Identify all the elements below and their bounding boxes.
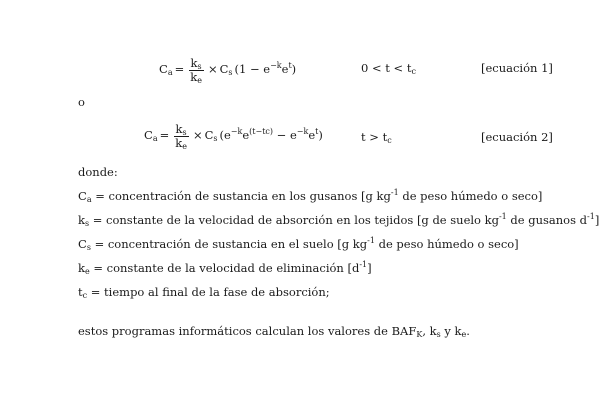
definition-ke: $k_e$ = constante de la velocidad de eliminación $[d^{-1}]$ — [78, 260, 372, 276]
definition-tc: $t_c$ = tiempo al final de la fase de absorción; — [78, 285, 330, 300]
eq1-numerator: $k_s$ — [190, 56, 202, 71]
eq1-denominator: $k_e$ — [190, 69, 202, 85]
eq1-times: × — [207, 62, 218, 77]
definition-cs: $C_s$ = concentración de sustancia en el suelo [g $kg^{-1}$ de peso húmedo o seco] — [78, 236, 519, 252]
closing-sentence: estos programas informáticos calculan los valores de $BAF_K$, $k_s$ y $k_e$. — [78, 324, 470, 339]
eq1-lhs: $C_a$ — [159, 62, 173, 78]
definition-ca: $C_a$ = concentración de sustancia en los gusanos [g $kg^{-1}$ de peso húmedo o seco] — [78, 188, 543, 204]
eq1-equals: = — [174, 62, 185, 77]
definition-ks: $k_s$ = constante de la velocidad de absorción en los tejidos [g de suelo $kg^{-1}$ de gusanos $d^{-1}$] — [78, 212, 599, 228]
equation-1 — [158, 57, 297, 83]
eq2-label: [ecuación 2] — [481, 130, 553, 144]
eq2-numerator: $k_s$ — [175, 122, 187, 137]
eq1-label: [ecuación 1] — [481, 61, 553, 75]
eq1-fraction — [188, 57, 204, 83]
eq1-rest: $(1 - e^{-k}e^t)$ — [234, 61, 297, 77]
eq2-cs: $C_s$ — [204, 128, 218, 144]
eq1-cs: $C_s$ — [219, 62, 233, 78]
eq2-condition: $t > t_c$ — [361, 130, 392, 145]
eq2-rest: $(e^{-k}e^{(t-tc)} - e^{-k}e^t)$ — [219, 127, 323, 143]
eq2-equals: = — [159, 128, 170, 143]
connector-text: o — [78, 95, 85, 109]
equation-2 — [143, 123, 324, 149]
eq2-denominator: $k_e$ — [175, 135, 187, 151]
eq2-lhs: $C_a$ — [144, 128, 158, 144]
eq2-times: × — [192, 128, 203, 143]
where-label: donde: — [78, 165, 118, 179]
eq1-condition: $0 < t < t_c$ — [361, 61, 416, 76]
eq2-fraction — [173, 123, 189, 149]
